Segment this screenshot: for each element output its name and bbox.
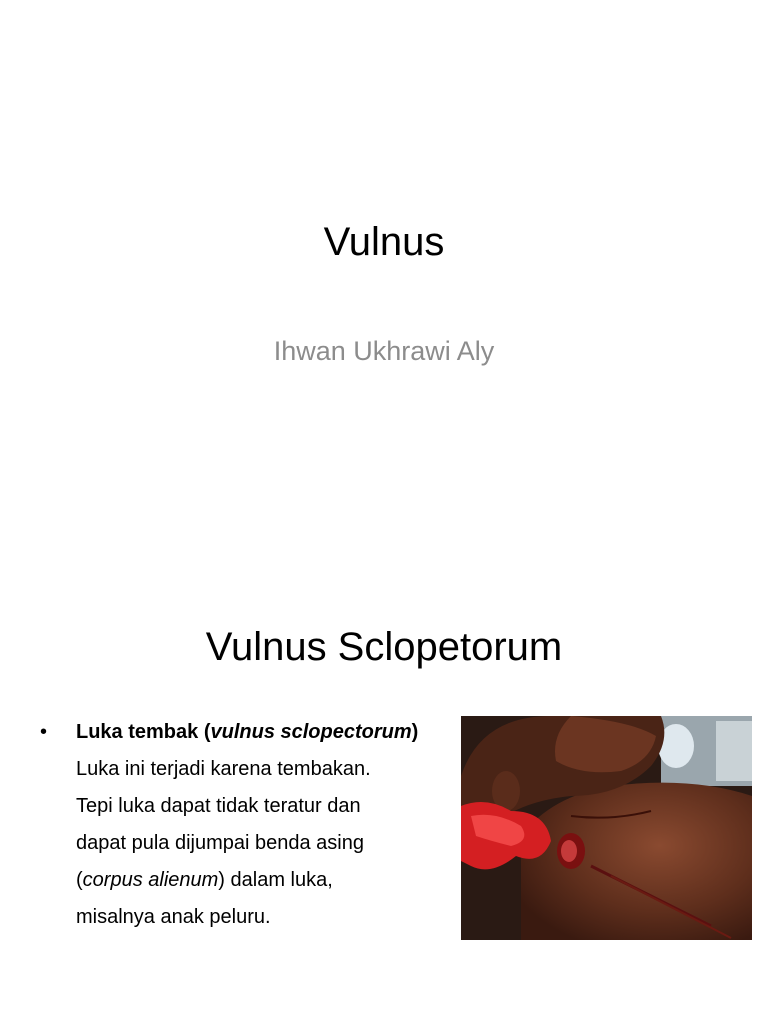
bullet-line: Tepi luka dapat tidak teratur dan xyxy=(76,795,361,817)
slide-title: Vulnus xyxy=(323,220,445,264)
slide-title: Vulnus Sclopetorum xyxy=(205,625,563,669)
wound-photo xyxy=(461,716,752,940)
bullet-line: (corpus alienum) dalam luka, xyxy=(76,869,333,891)
bullet-item xyxy=(76,714,462,936)
bullet-icon: • xyxy=(40,721,48,743)
bullet-heading: Luka tembak (vulnus sclopectorum) xyxy=(76,721,419,743)
bullet-line: Luka ini terjadi karena tembakan. xyxy=(76,758,371,780)
bullet-line: misalnya anak peluru. xyxy=(76,906,271,928)
content-slide xyxy=(0,576,768,1024)
bullet-line: dapat pula dijumpai benda asing xyxy=(76,832,364,854)
slide-subtitle: Ihwan Ukhrawi Aly xyxy=(273,336,495,366)
